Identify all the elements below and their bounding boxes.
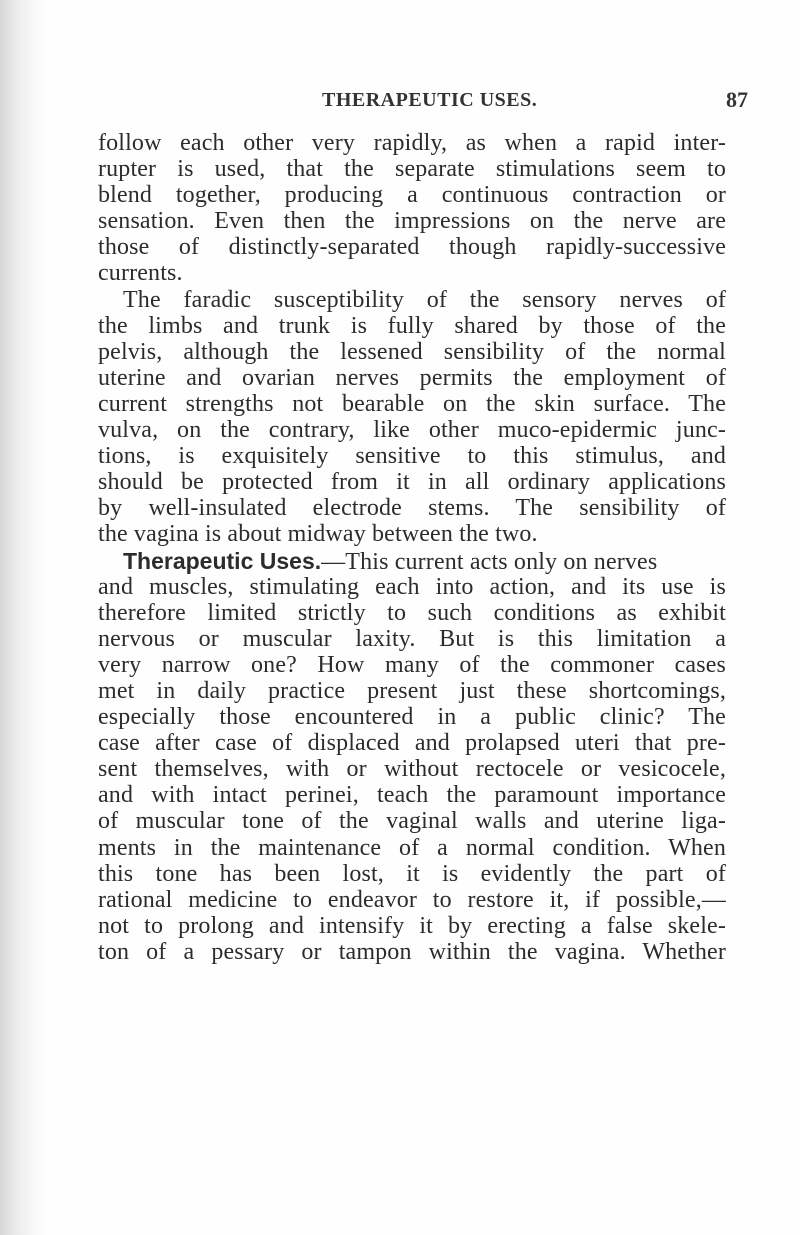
text-line: tions, is exquisitely sensitive to this stimulus, and: [98, 443, 726, 470]
text-line: case after case of displaced and prolapsed uteri that pre-: [98, 730, 726, 757]
running-header: [0, 85, 800, 117]
text-line: follow each other very rapidly, as when a rapid inter-: [98, 130, 726, 156]
text-line: met in daily practice present just these shortcomings,: [98, 677, 726, 704]
text-line: vulva, on the contrary, like other muco-epidermic junc-: [98, 417, 726, 444]
text-line: those of distinctly-separated though rapidly-successive: [98, 234, 726, 261]
text-line: pelvis, although the lessened sensibility of the normal: [98, 338, 726, 365]
text-line: rational medicine to endeavor to restore it, if possible,—: [98, 886, 726, 913]
text-line: ton of a pessary or tampon within the vagina. Whether: [98, 938, 726, 965]
text-line: uterine and ovarian nerves permits the employment of: [98, 364, 726, 391]
text-line: the vagina is about midway between the two.: [98, 521, 538, 548]
text-line: blend together, producing a continuous contraction or: [98, 182, 726, 209]
text-line: should be protected from it in all ordinary applications: [98, 469, 726, 496]
text-line: by well-insulated electrode stems. The sensibility of: [98, 495, 726, 522]
running-title: THERAPEUTIC USES.: [322, 89, 538, 111]
text-line: sent themselves, with or without rectocele or vesicocele,: [98, 756, 726, 783]
text-line: currents.: [98, 260, 183, 287]
section-start-line: [98, 548, 726, 574]
page-edge-shadow: [0, 0, 48, 1235]
paragraph-start-line: The faradic susceptibility of the sensory nerves of: [123, 286, 726, 313]
section-heading-continuation: —This current acts only on nerves: [321, 548, 658, 575]
text-line: this tone has been lost, it is evidently the part of: [98, 860, 726, 887]
body-text: [98, 130, 726, 965]
text-line: therefore limited strictly to such conditions as exhibit: [98, 599, 726, 626]
text-line: nervous or muscular laxity. But is this limitation a: [98, 625, 726, 652]
text-line: and muscles, stimulating each into action, and its use is: [98, 573, 726, 600]
text-line: rupter is used, that the separate stimulations seem to: [98, 156, 726, 183]
section-heading: Therapeutic Uses.: [123, 547, 322, 574]
text-line: the limbs and trunk is fully shared by those of the: [98, 312, 726, 339]
text-line: very narrow one? How many of the commoner cases: [98, 651, 726, 678]
text-line: not to prolong and intensify it by erecting a false skele-: [98, 912, 726, 939]
page-number: 87: [726, 87, 748, 112]
text-line: sensation. Even then the impressions on the nerve are: [98, 208, 726, 235]
text-line: ments in the maintenance of a normal condition. When: [98, 834, 726, 861]
text-line: of muscular tone of the vaginal walls and uterine liga-: [98, 808, 726, 835]
text-line: especially those encountered in a public clinic? The: [98, 704, 726, 731]
text-line: current strengths not bearable on the skin surface. The: [98, 390, 726, 417]
text-line: and with intact perinei, teach the paramount importance: [98, 782, 726, 809]
